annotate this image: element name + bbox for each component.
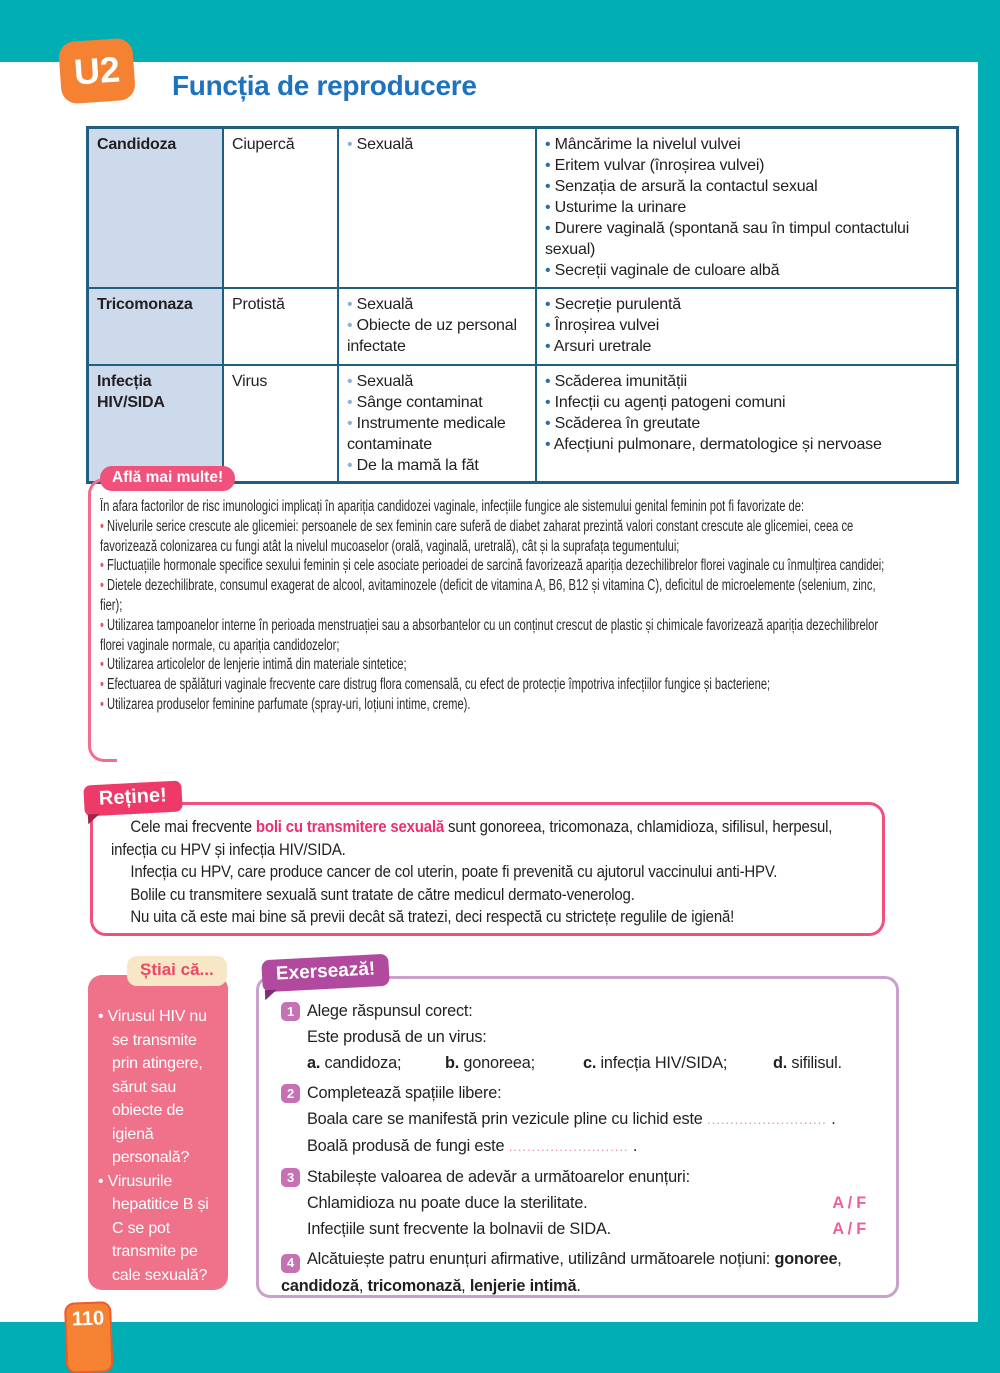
answer-blank: .......................... xyxy=(706,1112,827,1127)
did-you-know-list xyxy=(98,1005,222,1287)
transmission-item: • Sexuală xyxy=(347,294,527,315)
disease-name: Infecția HIV/SIDA xyxy=(97,373,165,411)
option-label: b. xyxy=(445,1054,460,1072)
symptom-item: • Infecții cu agenți patogeni comuni xyxy=(545,392,948,413)
remember-paragraph: Infecția cu HPV, care produce cancer de col uterin, poate fi prevenită cu ajutorul vaccinului anti-HPV. xyxy=(130,862,778,881)
remember-paragraph: Nu uita că este mai bine să previi decât să tratezi, deci respectă cu strictețe regulile de igienă! xyxy=(130,907,735,926)
option-label: c. xyxy=(583,1054,597,1072)
fill-in-tail: . xyxy=(628,1137,638,1155)
exercise-number-badge: 1 xyxy=(281,1002,300,1021)
disease-name: Candidoza xyxy=(97,136,177,153)
table-row-candidoza xyxy=(88,128,958,289)
symptom-item: • Arsuri uretrale xyxy=(545,336,948,357)
pathogen-name: Virus xyxy=(232,373,268,390)
remember-paragraph xyxy=(111,816,870,861)
remember-paragraph: Bolile cu transmitere sexuală sunt tratate de către medicul dermato-venerolog. xyxy=(130,884,635,904)
exercise-1 xyxy=(281,998,880,1076)
symptoms-cell xyxy=(536,288,958,365)
learn-more-bullet: • Dietele dezechilibrate, consumul exagerat de alcool, avitaminozele (deficit de vitamina A, B6, B12 și vitamina C), deficitul de microelemente (selenium, zinc, fier); xyxy=(100,576,886,616)
exercise-subtitle: Este produsă de un virus: xyxy=(307,1028,487,1046)
transmission-cell xyxy=(338,365,536,483)
option-text: infecția HIV/SIDA; xyxy=(596,1054,728,1072)
symptom-item: • Afecțiuni pulmonare, dermatologice și nervoase xyxy=(545,434,948,455)
did-you-know-badge: Știai că... xyxy=(127,956,227,986)
sentence-end: . xyxy=(576,1276,581,1295)
symptom-item: • Secreții vaginale de culoare albă xyxy=(545,260,948,281)
learn-more-bullet: • Efectuarea de spălături vaginale frecvente care distrug flora comensală, cu efect de protecție împotriva infecțiilor fungice și bacteriene; xyxy=(100,675,886,695)
remember-text-part: Cele mai frecvente xyxy=(130,817,256,836)
true-false-choice: A / F xyxy=(832,1194,866,1212)
exercise-4 xyxy=(281,1246,880,1299)
symptoms-list xyxy=(545,134,948,281)
pathogen-name: Ciupercă xyxy=(232,136,295,153)
option-text: candidoza; xyxy=(320,1054,402,1072)
exercise-title: Alege răspunsul corect: xyxy=(307,1002,473,1020)
learn-more-text xyxy=(100,497,886,715)
separator: , xyxy=(837,1250,842,1268)
symptom-item: • Durere vaginală (spontană sau în timpul contactului sexual) xyxy=(545,218,948,260)
pathogen-cell xyxy=(223,365,338,483)
answer-option xyxy=(773,1050,842,1076)
answer-blank: .......................... xyxy=(508,1139,629,1154)
fill-in-line xyxy=(307,1106,880,1133)
learn-more-bullet: • Utilizarea articolelor de lenjerie intimă din materiale sintetice; xyxy=(100,655,886,675)
disease-name-cell xyxy=(88,128,224,289)
fill-in-tail: . xyxy=(826,1110,836,1128)
answer-option xyxy=(583,1050,773,1076)
pathogen-cell xyxy=(223,288,338,365)
learn-more-bracket xyxy=(88,478,117,762)
symptoms-cell xyxy=(536,128,958,289)
disease-name-cell xyxy=(88,288,224,365)
pathogen-name: Protistă xyxy=(232,296,285,313)
practice-box xyxy=(256,976,899,1298)
transmission-item: • Instrumente medicale contaminate xyxy=(347,413,527,455)
exercise-number-badge: 4 xyxy=(281,1254,300,1273)
remember-text xyxy=(111,816,870,929)
learn-more-bullet: • Fluctuațiile hormonale specifice sexului feminin și cele asociate perioadei de sarcină favorizează apariția dezechilibrelor florei vaginale cu înmulțirea candidei; xyxy=(100,556,886,576)
table-row-hiv xyxy=(88,365,958,483)
symptoms-cell xyxy=(536,365,958,483)
symptom-item: • Secreție purulentă xyxy=(545,294,948,315)
symptom-item: • Eritem vulvar (înroșirea vulvei) xyxy=(545,155,948,176)
symptoms-list xyxy=(545,371,948,455)
did-you-know-item: • Virusul HIV nu se transmite prin atingere, sărut sau obiecte de igienă personală? xyxy=(98,1005,222,1170)
notion-term: candidoză xyxy=(281,1276,359,1295)
notion-term: lenjerie intimă xyxy=(469,1276,577,1295)
exercise-text: Alcătuiește patru enunțuri afirmative, utilizând următoarele noțiuni: xyxy=(307,1250,775,1268)
transmission-cell xyxy=(338,288,536,365)
option-text: gonoreea; xyxy=(459,1054,535,1072)
option-text: sifilisul. xyxy=(787,1054,842,1072)
learn-more-badge: Află mai multe! xyxy=(100,466,235,491)
std-highlight: boli cu transmitere sexuală xyxy=(255,817,445,836)
symptom-item: • Scăderea imunității xyxy=(545,371,948,392)
disease-name-cell xyxy=(88,365,224,483)
transmission-item: • Sânge contaminat xyxy=(347,392,527,413)
top-border-bar xyxy=(0,0,1000,62)
remember-badge: Reține! xyxy=(83,780,182,816)
exercise-2 xyxy=(281,1080,880,1160)
transmission-item: • Sexuală xyxy=(347,134,527,155)
std-diseases-table xyxy=(86,126,959,484)
transmission-list xyxy=(347,294,527,357)
option-label: d. xyxy=(773,1054,788,1072)
transmission-list xyxy=(347,134,527,155)
exercise-title: Completează spațiile libere: xyxy=(307,1084,502,1102)
fill-in-line xyxy=(307,1133,880,1160)
notion-term: tricomonază xyxy=(367,1276,462,1295)
learn-more-bullet: • Nivelurile serice crescute ale glicemiei: persoanele de sex feminin care suferă de diabet zaharat prezintă valori constant crescute ale glicemiei, ceea ce favorizează colonizarea cu fungi atât la nivelul mucoaselor (orală, vaginală, uretrală), cât și la suprafața tegumentului; xyxy=(100,517,886,557)
remember-box xyxy=(90,802,885,936)
page-title: Funcția de reproducere xyxy=(172,70,477,101)
option-label: a. xyxy=(307,1054,321,1072)
answer-option xyxy=(445,1050,583,1076)
transmission-item: • De la mamă la făt xyxy=(347,455,527,476)
remember-text-part: sunt gonoreea, tricomonaza, chlamidioza, sifilisul, herpesul, infecția cu HPV și infecția HIV/SIDA. xyxy=(111,817,833,859)
learn-more-bullet: • Utilizarea produselor feminine parfumate (spray-uri, loțiuni intime, creme). xyxy=(100,695,886,715)
learn-more-bullet: • Utilizarea tampoanelor interne în perioada menstruației sau a absorbantelor cu un conținut crescut de plastic și chimicale favorizează apariția dezechilibrelor florei vaginale normale, cu apariția candidozelor; xyxy=(100,616,886,656)
symptom-item: • Mâncărime la nivelul vulvei xyxy=(545,134,948,155)
page-number-tab: 110 xyxy=(64,1301,113,1373)
bottom-border-bar xyxy=(0,1322,1000,1373)
disease-name: Tricomonaza xyxy=(97,296,193,313)
did-you-know-box xyxy=(88,975,228,1290)
transmission-item: • Sexuală xyxy=(347,371,527,392)
right-border-bar xyxy=(978,0,1000,1373)
fill-in-text: Boala care se manifestă prin vezicule pline cu lichid este xyxy=(307,1110,707,1128)
symptoms-list xyxy=(545,294,948,357)
did-you-know-item: • Virusurile hepatitice B și C se pot transmite pe cale sexuală? xyxy=(98,1170,222,1288)
statement-text: Infecțiile sunt frecvente la bolnavii de SIDA. xyxy=(307,1220,611,1238)
transmission-cell xyxy=(338,128,536,289)
exercise-title: Stabilește valoarea de adevăr a următoarelor enunțuri: xyxy=(307,1168,690,1186)
pathogen-cell xyxy=(223,128,338,289)
fill-in-text: Boală produsă de fungi este xyxy=(307,1137,509,1155)
symptom-item: • Senzația de arsură la contactul sexual xyxy=(545,176,948,197)
truth-statement xyxy=(307,1190,880,1216)
exercise-3 xyxy=(281,1164,880,1242)
learn-more-intro: În afara factorilor de risc imunologici implicați în apariția candidozei vaginale, infecțiile fungice ale sistemului genital feminin pot fi favorizate de: xyxy=(100,498,805,515)
transmission-list xyxy=(347,371,527,476)
practice-badge: Exersează! xyxy=(261,954,390,993)
notion-term: gonoree xyxy=(774,1250,838,1268)
exercise-number-badge: 3 xyxy=(281,1168,300,1187)
symptom-item: • Usturime la urinare xyxy=(545,197,948,218)
transmission-item: • Obiecte de uz personal infectate xyxy=(347,315,527,357)
separator: , xyxy=(358,1276,368,1295)
answer-options xyxy=(307,1050,880,1076)
symptom-item: • Scăderea în greutate xyxy=(545,413,948,434)
exercise-number-badge: 2 xyxy=(281,1084,300,1103)
statement-text: Chlamidioza nu poate duce la sterilitate. xyxy=(307,1194,588,1212)
truth-statement xyxy=(307,1216,880,1242)
true-false-choice: A / F xyxy=(832,1220,866,1238)
table-row-tricomonaza xyxy=(88,288,958,365)
answer-option xyxy=(307,1050,445,1076)
symptom-item: • Înroșirea vulvei xyxy=(545,315,948,336)
unit-badge: U2 xyxy=(58,37,136,104)
separator: , xyxy=(461,1276,470,1295)
